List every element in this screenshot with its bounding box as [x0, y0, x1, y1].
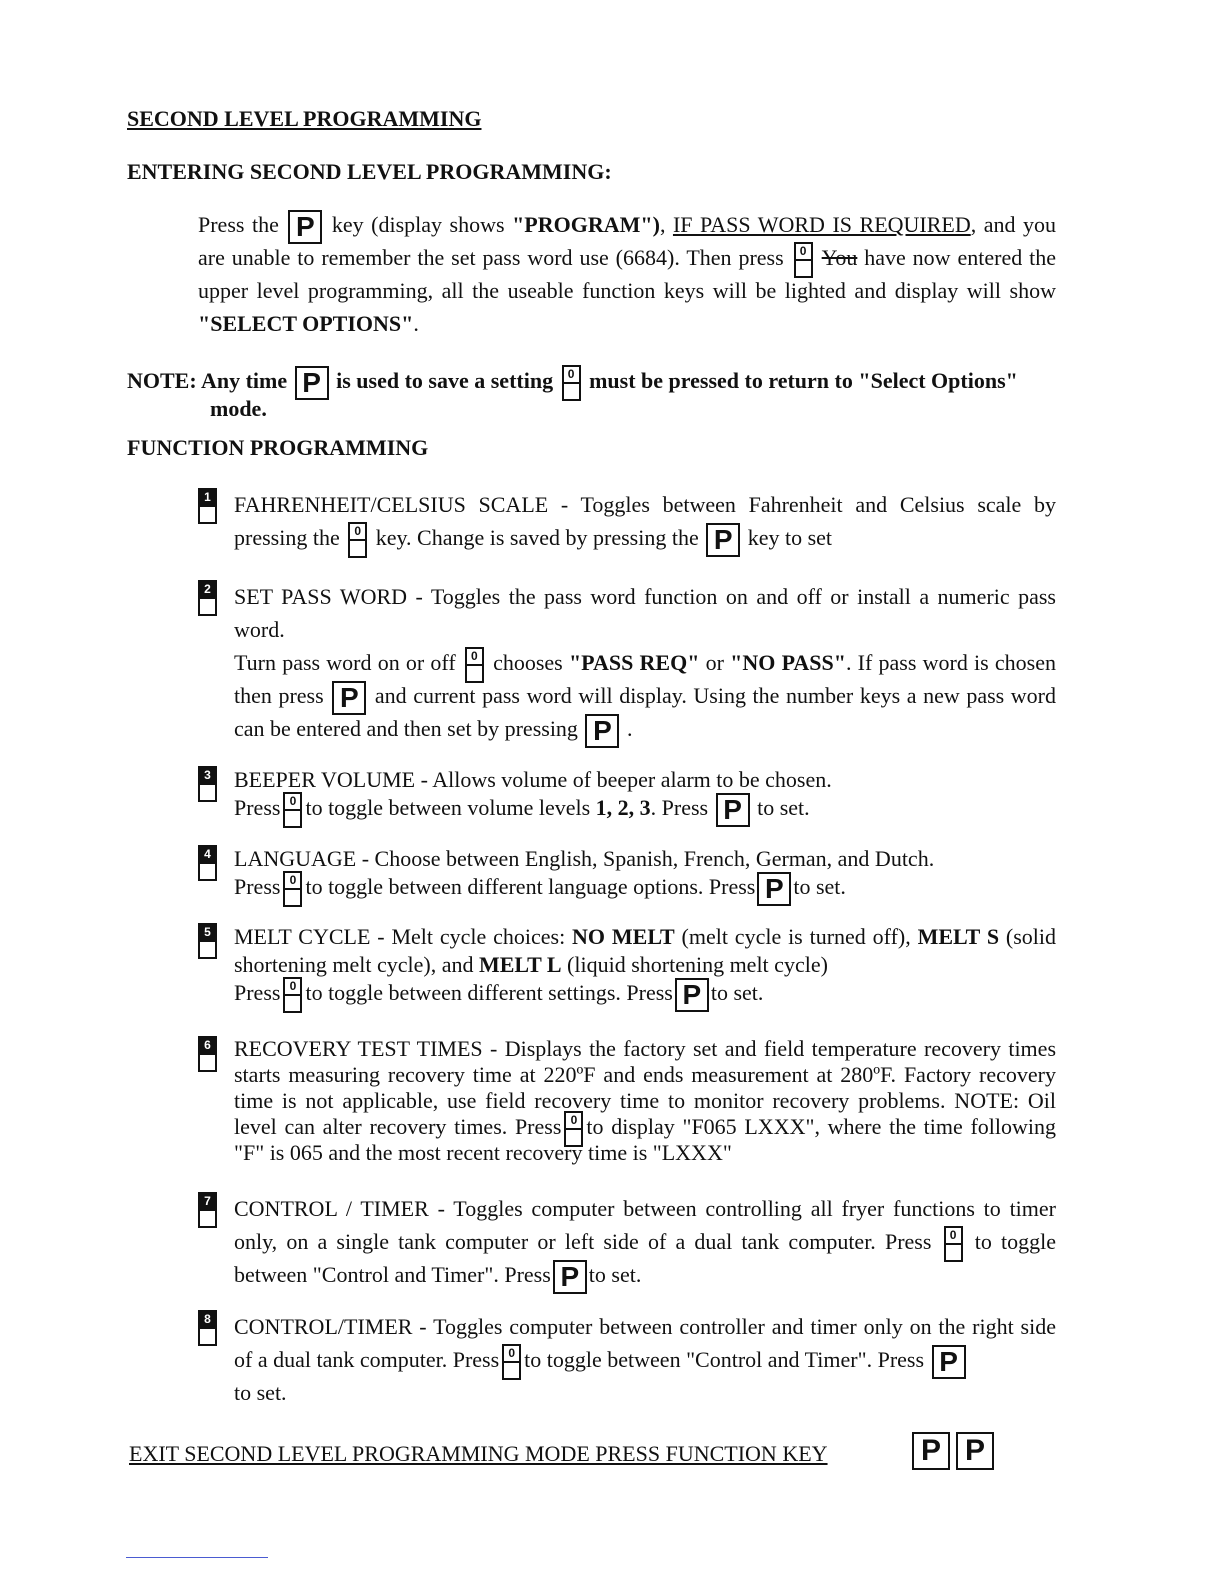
page-title: SECOND LEVEL PROGRAMMING: [127, 106, 482, 131]
key-lower: [198, 597, 217, 616]
key-lower: [198, 940, 217, 959]
key-lower: [283, 888, 302, 907]
item-text: [234, 580, 1056, 745]
function-item-1: [198, 488, 1056, 554]
intro-paragraph: [198, 208, 1056, 340]
intro-text: Press the: [198, 212, 279, 237]
item-text-part: MELT CYCLE - Melt cycle choices:: [234, 924, 566, 949]
exit-instruction: EXIT SECOND LEVEL PROGRAMMING MODE PRESS FUNCTION KEY: [129, 1441, 828, 1466]
item-text: [234, 845, 1056, 904]
note-line-2: mode.: [210, 396, 267, 421]
item-text: [234, 488, 1056, 554]
program-display-text: "PROGRAM"): [512, 212, 660, 237]
function-heading: FUNCTION PROGRAMMING: [127, 435, 429, 460]
item-text: [234, 1310, 1056, 1409]
item-text-part: CONTROL / TIMER - Toggles computer between controlling all fryer functions to timer only, on a single tank computer or left side of a dual tank computer. Press: [234, 1196, 1056, 1254]
key-lower: [562, 382, 581, 401]
zero-key-icon: [465, 647, 484, 683]
footer-rule: [126, 1557, 268, 1558]
zero-key-icon: [562, 365, 581, 401]
key-label: 0: [283, 871, 302, 890]
program-key-icon: P: [288, 210, 322, 244]
item-text-part: to toggle between different language options. Press: [305, 874, 756, 899]
item-text-part: to toggle between "Control and Timer". Press: [524, 1347, 925, 1372]
item-text-part: (melt cycle is turned off),: [681, 924, 911, 949]
item-text-part: MELT S: [917, 924, 1000, 949]
function-item-7: [198, 1192, 1056, 1291]
item-text-part: .: [626, 716, 633, 741]
function-item-3: [198, 766, 1056, 825]
item-text-part: to set.: [793, 874, 846, 899]
key-lower: [944, 1243, 963, 1262]
program-key-icon: P: [912, 1432, 950, 1470]
function-item-4: [198, 845, 1056, 904]
item-text-part: NO MELT: [572, 924, 675, 949]
key-label: 0: [944, 1226, 963, 1245]
item-text-part: key. Change is saved by pressing the: [375, 525, 699, 550]
item-text-part: and current pass word will display. Using the number keys a new pass word can be entered and then set by pressing: [234, 683, 1057, 741]
key-lower: [502, 1361, 521, 1380]
zero-key-icon: [283, 871, 302, 907]
key-label: 4: [198, 845, 217, 864]
zero-key-icon: [283, 792, 302, 828]
item-text: [234, 923, 1057, 1010]
entering-heading: ENTERING SECOND LEVEL PROGRAMMING:: [127, 159, 612, 184]
intro-text: .: [413, 311, 419, 336]
item-text-part: to toggle between "Control and Timer". Press: [234, 1229, 1057, 1287]
key-lower: [198, 1327, 217, 1346]
item-text-part: to set.: [588, 1262, 642, 1287]
program-key-icon: P: [932, 1345, 966, 1379]
intro-text: ,: [659, 212, 673, 237]
item-text-part: . If pass word is chosen then press: [234, 650, 1056, 708]
zero-key-icon: [502, 1344, 521, 1380]
key-label: 0: [502, 1344, 521, 1363]
program-key-icon: P: [585, 714, 619, 748]
number-key-4-icon: [198, 845, 217, 881]
function-item-5: [198, 923, 1057, 1010]
item-text-part: RECOVERY TEST TIMES - Displays the factory set and field temperature recovery times starts measuring recovery time at 220ºF and ends measurement at 280ºF. Factory recovery time is not applicable, use field recovery time to monitor recovery problems. NOTE: Oil level can alter recovery times. Press: [234, 1036, 1056, 1139]
key-lower: [198, 862, 217, 881]
item-text-part: to set.: [757, 795, 810, 820]
item-text-part: (solid shortening melt cycle), and: [234, 924, 1057, 977]
note-text: is used to save a setting: [336, 368, 554, 393]
function-item-6: [198, 1036, 1056, 1166]
key-label: 7: [198, 1192, 217, 1211]
intro-text: key (display shows: [331, 212, 505, 237]
item-text-part: chooses: [493, 650, 563, 675]
item-text-part: MELT L: [478, 952, 562, 977]
key-label: 0: [283, 792, 302, 811]
number-key-3-icon: [198, 766, 217, 802]
item-text: [234, 766, 1056, 825]
item-text-part: SET PASS WORD - Toggles the pass word function on and off or install a numeric pass word.: [234, 584, 1056, 642]
item-text-part: key to set: [747, 525, 833, 550]
program-key-icon: P: [956, 1432, 994, 1470]
item-text-part: "NO PASS": [730, 650, 846, 675]
key-lower: [283, 994, 302, 1013]
key-lower: [283, 809, 302, 828]
item-text-part: to toggle between volume levels: [305, 795, 591, 820]
item-text-part: Press: [234, 980, 281, 1005]
key-label: 0: [794, 242, 813, 261]
item-text-part: CONTROL/TIMER - Toggles computer between controller and timer only on the right side of a dual tank computer. Press: [234, 1314, 1056, 1372]
number-key-6-icon: [198, 1036, 217, 1072]
program-key-icon: P: [332, 681, 366, 715]
key-label: 0: [465, 647, 484, 666]
item-text-part: Press: [234, 795, 281, 820]
exit-keys: [912, 1432, 1000, 1470]
number-key-7-icon: [198, 1192, 217, 1228]
item-text-part: . Press: [650, 795, 709, 820]
item-text-part: "PASS REQ": [568, 650, 700, 675]
item-text-part: 1, 2, 3: [595, 795, 651, 820]
zero-key-icon: [283, 977, 302, 1013]
item-text-part: to set.: [710, 980, 764, 1005]
key-lower: [198, 1053, 217, 1072]
key-label: 8: [198, 1310, 217, 1329]
key-lower: [348, 539, 367, 558]
function-item-2: [198, 580, 1056, 745]
item-text: [234, 1036, 1056, 1166]
program-key-icon: P: [716, 793, 750, 827]
program-key-icon: P: [706, 523, 740, 557]
item-text-part: BEEPER VOLUME - Allows volume of beeper alarm to be chosen.: [234, 767, 832, 792]
program-key-icon: P: [757, 872, 791, 906]
key-lower: [198, 505, 217, 524]
key-label: 0: [564, 1111, 583, 1130]
program-key-icon: P: [553, 1260, 587, 1294]
item-text: [234, 1192, 1056, 1291]
item-text-part: Turn pass word on or off: [234, 650, 456, 675]
key-lower: [465, 664, 484, 683]
intro-text: , and you are unable to remember the set pass word use (6684). Then press: [198, 212, 1057, 270]
zero-key-icon: [944, 1226, 963, 1262]
key-label: 1: [198, 488, 217, 507]
key-label: 2: [198, 580, 217, 599]
zero-key-icon: [564, 1111, 583, 1147]
if-pass-word-required: IF PASS WORD IS REQUIRED: [672, 212, 971, 237]
item-text-part: to toggle between different settings. Press: [305, 980, 673, 1005]
key-lower: [564, 1128, 583, 1147]
key-lower: [198, 1209, 217, 1228]
key-lower: [198, 783, 217, 802]
item-text-part: FAHRENHEIT/CELSIUS SCALE - Toggles between Fahrenheit and Celsius scale by pressing the: [234, 492, 1056, 550]
select-options-text: "SELECT OPTIONS": [198, 311, 414, 336]
program-key-icon: P: [295, 366, 329, 400]
zero-key-icon: [348, 522, 367, 558]
item-text-part: (liquid shortening melt cycle): [567, 952, 828, 977]
number-key-1-icon: [198, 488, 217, 524]
key-lower: [794, 259, 813, 278]
item-text-part: to display "F065 LXXX", where the time following "F" is 065 and the most recent recovery time is "LXXX": [234, 1114, 1057, 1165]
note-text: NOTE: Any time: [127, 368, 288, 393]
program-key-icon: P: [675, 978, 709, 1012]
zero-key-icon: [794, 242, 813, 278]
item-text-part: or: [705, 650, 724, 675]
key-label: 0: [348, 522, 367, 541]
key-label: 6: [198, 1036, 217, 1055]
note-line: [127, 366, 1018, 398]
key-label: 3: [198, 766, 217, 785]
item-text-part: Press: [234, 874, 281, 899]
number-key-8-icon: [198, 1310, 217, 1346]
note-text: must be pressed to return to "Select Options": [589, 368, 1018, 393]
struck-text: You: [821, 245, 858, 270]
number-key-5-icon: [198, 923, 217, 959]
intro-text: have now entered the upper level programming, all the useable function keys will be lighted and display will show: [198, 245, 1056, 303]
number-key-2-icon: [198, 580, 217, 616]
item-text-part: LANGUAGE - Choose between English, Spanish, French, German, and Dutch.: [234, 846, 935, 871]
key-label: 0: [283, 977, 302, 996]
key-label: 0: [562, 365, 581, 384]
key-label: 5: [198, 923, 217, 942]
function-item-8: [198, 1310, 1056, 1409]
item-text-part: to set.: [234, 1380, 287, 1405]
